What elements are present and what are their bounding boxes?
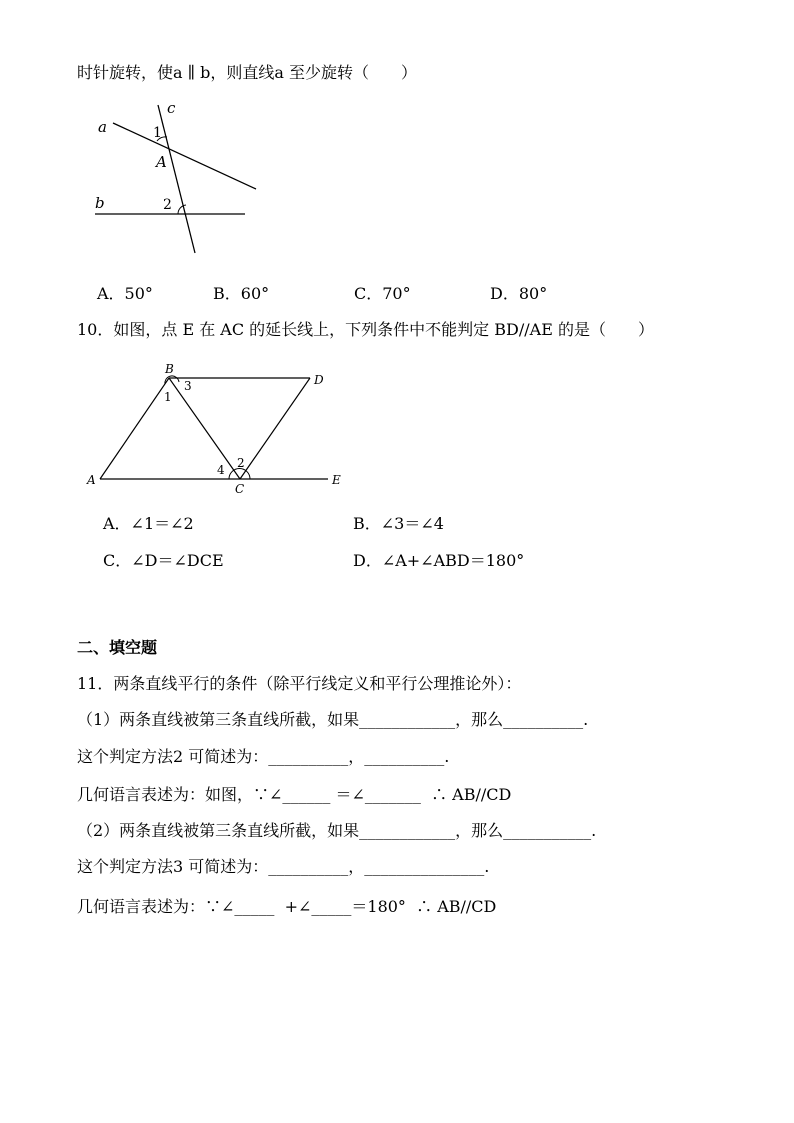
q10-option-a: A．∠1＝∠2 xyxy=(103,514,194,533)
label-2: 2 xyxy=(237,456,245,470)
q11-line-4: （2）两条直线被第三条直线所截，如果____________，那么___________. xyxy=(77,821,597,840)
label-a: a xyxy=(98,118,107,136)
q10-stem: 10．如图，点 E 在 AC 的延长线上，下列条件中不能判定 BD//AE 的是（ ） xyxy=(77,320,654,339)
label-1: 1 xyxy=(153,125,162,141)
label-D: D xyxy=(314,373,324,387)
label-c: c xyxy=(167,99,176,117)
label-2: 2 xyxy=(163,197,172,213)
label-A: A xyxy=(87,473,96,487)
q9-option-b: B．60° xyxy=(213,284,270,303)
q10-option-c: C．∠D＝∠DCE xyxy=(103,551,224,570)
q9-stem-continuation: 时针旋转，使a ∥ b，则直线a 至少旋转（ ） xyxy=(77,63,417,82)
label-b: b xyxy=(95,194,105,212)
segment-AB xyxy=(100,378,169,479)
q9-option-d: D．80° xyxy=(490,284,548,303)
label-C: C xyxy=(235,482,245,496)
line-a xyxy=(113,123,256,189)
q11-line-5: 这个判定方法3 可简述为：__________，_______________. xyxy=(77,857,490,876)
label-B: B xyxy=(165,362,174,376)
segment-CD xyxy=(240,378,310,479)
q9-option-c: C．70° xyxy=(354,284,411,303)
q9-figure xyxy=(85,95,275,260)
label-1: 1 xyxy=(164,390,172,404)
label-4: 4 xyxy=(217,463,225,477)
label-3: 3 xyxy=(184,379,192,393)
q11-line-6: 几何语言表述为：∵∠_____ +∠_____＝180° ∴ AB//CD xyxy=(77,897,497,916)
q11-line-3: 几何语言表述为：如图，∵∠______ ＝∠_______ ∴ AB//CD xyxy=(77,785,512,804)
q11-line-1: （1）两条直线被第三条直线所截，如果____________，那么__________. xyxy=(77,710,589,729)
segment-BC xyxy=(169,378,240,479)
line-c xyxy=(158,105,195,253)
q11-stem: 11．两条直线平行的条件（除平行线定义和平行公理推论外）： xyxy=(77,674,522,693)
q10-figure xyxy=(80,360,355,500)
section-heading: 二、填空题 xyxy=(77,638,158,657)
label-A: A xyxy=(156,153,167,171)
q11-line-2: 这个判定方法2 可简述为：__________，__________. xyxy=(77,747,450,766)
q10-option-b: B．∠3＝∠4 xyxy=(353,514,444,533)
q9-option-a: A．50° xyxy=(97,284,153,303)
q10-option-d: D．∠A+∠ABD＝180° xyxy=(353,551,525,570)
label-E: E xyxy=(332,473,341,487)
